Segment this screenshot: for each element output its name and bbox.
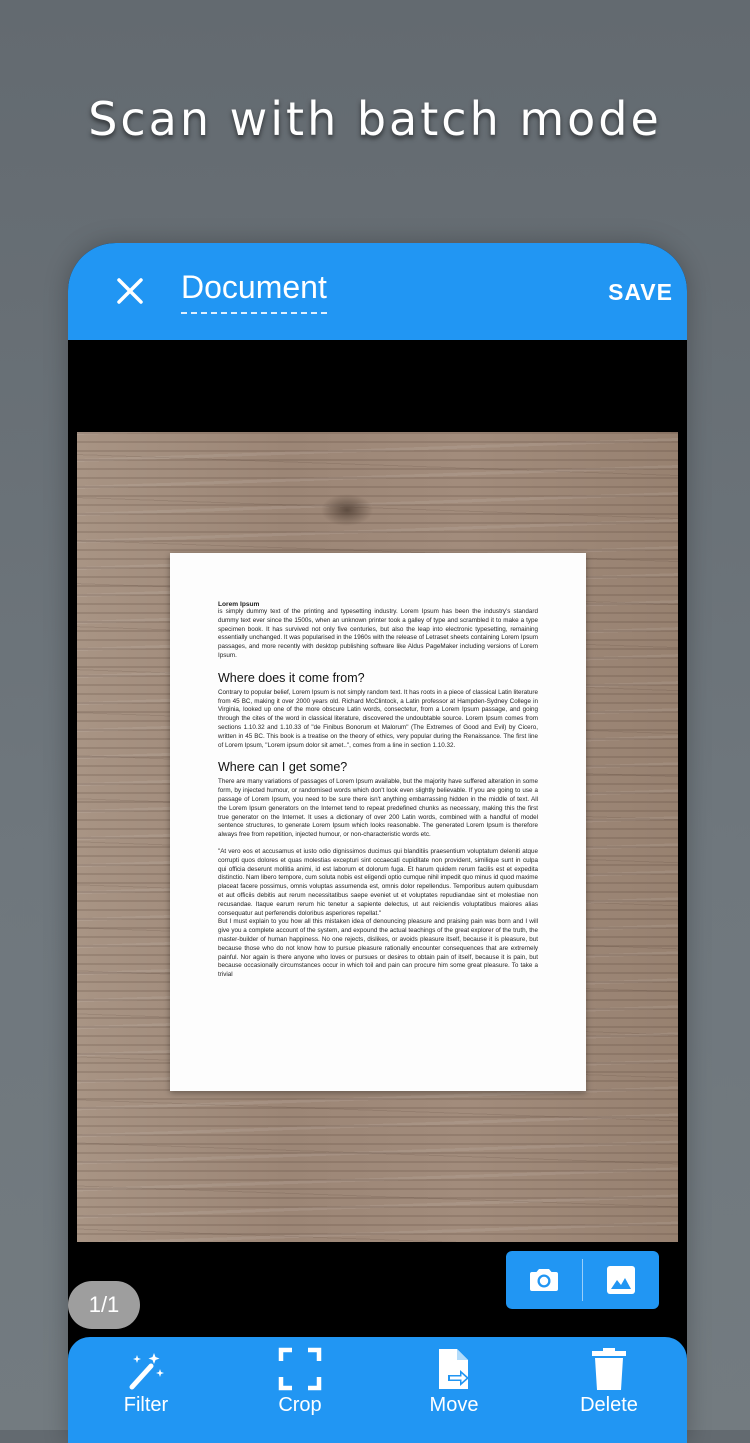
camera-icon <box>528 1264 560 1296</box>
doc-final-body: But I must explain to you how all this mistaken idea of denouncing pleasure and praising pain was born and I will give you a complete account of the system, and expound the actual teachings of the great explorer of the truth, the master-builder of human happiness. No one rejects, dislikes, or avoids pleasure itself, because it is pleasure, but because those who do not know how to pursue pleasure rationally encounter consequences that are extremely painful. Nor again is there anyone who loves or pursues or desires to obtain pain of itself, because it is pain, but because occasionally circumstances occur in which toil and pain can procure him some great pleasure. To take a trivial <box>218 918 538 979</box>
delete-button[interactable] <box>554 1337 664 1430</box>
crop-button[interactable] <box>245 1337 355 1430</box>
image-icon <box>605 1264 637 1296</box>
crop-label: Crop <box>278 1394 322 1416</box>
delete-label: Delete <box>580 1394 638 1416</box>
close-icon <box>112 273 148 309</box>
doc-section2-title: Where can I get some? <box>218 760 348 775</box>
doc-heading: Lorem Ipsum <box>218 601 260 608</box>
doc-section1-body: Contrary to popular belief, Lorem Ipsum is not simply random text. It has roots in a piece of classical Latin literature from 45 BC, making it over 2000 years old. Richard McClintock, a Latin professor at Hampden-Sydney College in Virginia, looked up one of the more obscure Latin words, consectetur, from a Lorem Ipsum passage, and going through the cites of the word in classical literature, discovered the undoubtable source. Lorem Ipsum comes from sections 1.10.32 and 1.10.33 of "de Finibus Bonorum et Malorum" (The Extremes of Good and Evil) by Cicero, written in 45 BC. This book is a treatise on the theory of ethics, very popular during the Renaissance. The first line of Lorem Ipsum, "Lorem ipsum dolor sit amet..", comes from a line in section 1.10.32. <box>218 688 538 749</box>
close-button[interactable] <box>112 273 148 309</box>
move-button[interactable] <box>399 1337 509 1430</box>
trash-icon <box>587 1347 631 1391</box>
save-button[interactable]: SAVE <box>608 279 673 305</box>
magic-wand-icon <box>124 1347 168 1391</box>
add-page-buttons <box>506 1251 659 1309</box>
move-file-icon <box>432 1347 476 1391</box>
doc-section1-title: Where does it come from? <box>218 670 365 685</box>
doc-quote-body: "At vero eos et accusamus et iusto odio dignissimos ducimus qui blanditiis praesentium voluptatum deleniti atque corrupti quos dolores et quas molestias excepturi sint occaecati cupiditate non provident, similique sunt in culpa qui officia deserunt mollitia animi, id est laborum et dolorum fuga. Et harum quidem rerum facilis est et expedita distinctio. Nam libero tempore, cum soluta nobis est eligendi optio cumque nihil impedit quo minus id quod maxime placeat facere possimus, omnis voluptas assumenda est, omnis dolor repellendus. Temporibus autem quibusdam et aut officiis debitis aut rerum necessitatibus saepe eveniet ut et voluptates repudiandae sint et molestiae non recusandae. Itaque earum rerum hic tenetur a sapiente delectus, ut aut reiciendis voluptatibus maiores alias consequatur aut perferendis doloribus asperiores repellat." <box>218 847 538 917</box>
filter-label: Filter <box>123 1394 169 1416</box>
app-bar <box>68 243 687 340</box>
doc-section2-body: There are many variations of passages of Lorem Ipsum available, but the majority have suffered alteration in some form, by injected humour, or randomised words which don't look even slightly believable. If you are going to use a passage of Lorem Ipsum, you need to be sure there isn't anything embarrassing hidden in the middle of text. All the Lorem Ipsum generators on the Internet tend to repeat predefined chunks as necessary, making this the first true generator on the Internet. It uses a dictionary of over 200 Latin words, combined with a handful of model sentence structures, to generate Lorem Ipsum which looks reasonable. The generated Lorem Ipsum is therefore always free from repetition, injected humour, or non-characteristic words etc. <box>218 778 538 839</box>
document-page <box>170 553 586 1091</box>
filter-button[interactable] <box>91 1337 201 1430</box>
gallery-button[interactable] <box>583 1251 659 1309</box>
promo-title: Scan with batch mode <box>88 92 662 146</box>
move-label: Move <box>429 1394 479 1416</box>
bottom-toolbar <box>68 1337 687 1443</box>
phone-screen <box>68 243 687 1443</box>
scanned-photo <box>77 432 678 1242</box>
camera-button[interactable] <box>506 1251 582 1309</box>
doc-intro: is simply dummy text of the printing and typesetting industry. Lorem Ipsum has been the industry's standard dummy text ever since the 1500s, when an unknown printer took a galley of type and scrambled it to make a type specimen book. It has survived not only five centuries, but also the leap into electronic typesetting, remaining essentially unchanged. It was popularised in the 1960s with the release of Letraset sheets containing Lorem Ipsum passages, and more recently with desktop publishing software like Aldus PageMaker including versions of Lorem Ipsum. <box>218 608 538 659</box>
crop-icon <box>278 1347 322 1391</box>
document-title-field[interactable]: Document <box>181 269 327 314</box>
page-indicator: 1/1 <box>68 1281 140 1329</box>
